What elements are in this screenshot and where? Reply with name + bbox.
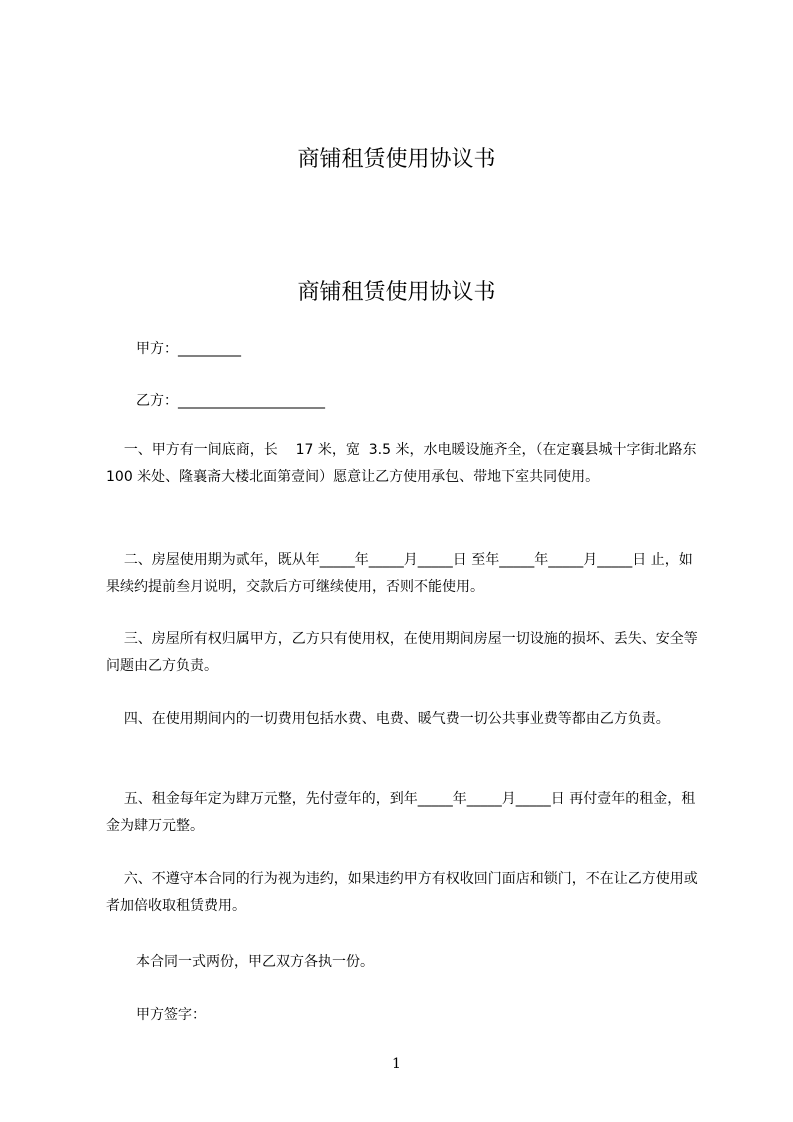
party-a-line: 甲方：_________ <box>136 341 241 357</box>
party-b-line: 乙方：_____________________ <box>136 393 325 409</box>
page-number: 1 <box>392 1056 401 1072</box>
copies-note: 本合同一式两份，甲乙双方各执一份。 <box>136 954 374 970</box>
header-title: 商铺租赁使用协议书 <box>297 147 496 172</box>
signature-a-label: 甲方签字： <box>136 1007 206 1023</box>
clause-4: 四、在使用期间内的一切费用包括水费、电费、暖气费一切公共事业费等都由乙方负责。 <box>106 711 670 727</box>
clause-2: 二、房屋使用期为贰年，既从年_____年_____月_____日 至年_____年_____月_____日 止，如果续约提前叁月说明，交款后方可继续使用，否则不能使用。 <box>106 552 693 595</box>
clause-5: 五、租金每年定为肆万元整，先付壹年的，到年_____年_____月_____日 再付壹年的租金，租金为肆万元整。 <box>106 791 696 834</box>
clause-6: 六、不遵守本合同的行为视为违约，如果违约甲方有权收回门面店和锁门，不在让乙方使用或者加倍收取租赁费用。 <box>106 871 698 914</box>
document-title: 商铺租赁使用协议书 <box>297 280 496 305</box>
clause-1: 一、甲方有一间底商，长 17 米，宽 3.5 米，水电暖设施齐全，（在定襄县城十字街北路东 100 米处、隆襄斋大楼北面第壹间）愿意让乙方使用承包、带地下室共同使用。 <box>106 442 701 485</box>
clause-3: 三、房屋所有权归属甲方，乙方只有使用权，在使用期间房屋一切设施的损坏、丢失、安全等问题由乙方负责。 <box>106 631 698 674</box>
